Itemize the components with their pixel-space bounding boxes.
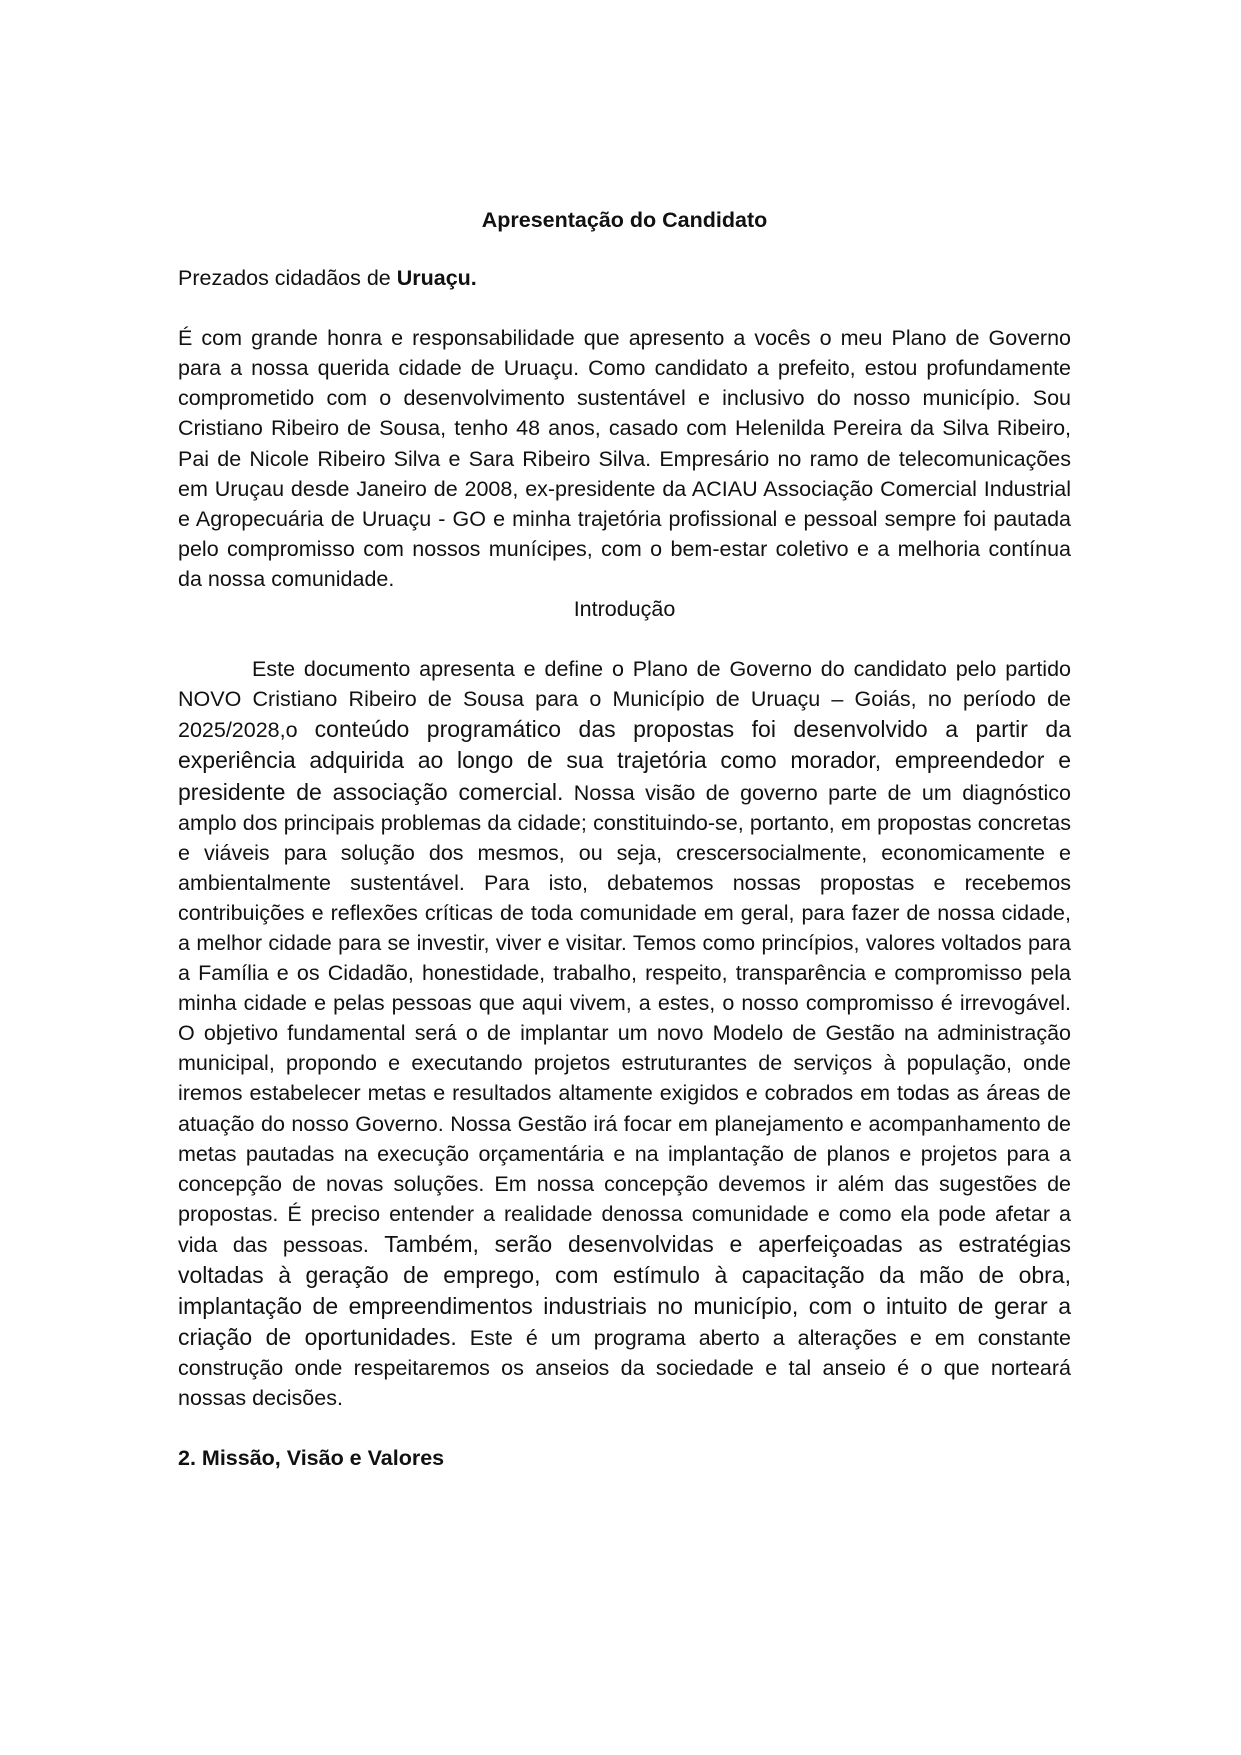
salutation-prefix: Prezados cidadãos de [178, 266, 397, 291]
salutation [178, 263, 1071, 293]
document-page [178, 205, 1071, 1474]
intro-text-part-c: Nossa visão de governo parte de um diagnóstico amplo dos principais problemas da cidade; constituindo-se, portanto, em propostas concretas e viáveis para solução dos mesmos, ou seja, crescersocialmente, economicamente e ambientalmente sustentável. Para isto, debatemos nossas propostas e recebemos contribuições e reflexões críticas de toda comunidade em geral, para fazer de nossa cidade, a melhor cidade para se investir, viver e visitar. Temos como princípios, valores voltados para a Família e os Cidadão, honestidade, trabalho, respeito, transparência e compromisso pela minha cidade e pelas pessoas que aqui vivem, a estes, o nosso compromisso é irrevogável. O objetivo fundamental será o de implantar um novo Modelo de Gestão na administração municipal, propondo e executando projetos estruturantes de serviços à população, onde iremos estabelecer metas e resultados altamente exigidos e cobrados em todas as áreas de atuação do nosso Governo. Nossa Gestão irá focar em planejamento e acompanhamento de metas pautadas na execução orçamentária e na implantação de planos e projetos para a concepção de novas soluções. Em nossa concepção devemos ir além das sugestões de propostas. É preciso entender a realidade denossa comunidade e como ela pode afetar a vida das pessoas. [178, 780, 1071, 1257]
intro-text-part-d: Também, serão desenvolvidas e aperfeiçoadas as estratégias voltadas à geração de emprego, com estímulo à capacitação da mão de obra, implantação de empreendimentos industriais no município, com o intuito de gerar a criação de oportunidades. [178, 1230, 1071, 1351]
introduction-paragraph [178, 654, 1071, 1413]
introduction-title: Introdução [573, 597, 676, 622]
intro-text-part-b: conteúdo programático das propostas foi desenvolvido a partir da experiência adquirida ao longo de sua trajetória como morador, empreendedor e presidente de associação comercial. [178, 716, 1071, 805]
section-2-title: 2. Missão, Visão e Valores [178, 1446, 445, 1471]
candidate-presentation-paragraph: É com grande honra e responsabilidade que apresento a vocês o meu Plano de Governo para a nossa querida cidade de Uruaçu. Como candidato a prefeito, estou profundamente comprometido com o desenvolvimento sustentável e inclusivo do nosso município. Sou Cristiano Ribeiro de Sousa, tenho 48 anos, casado com Helenilda Pereira da Silva Ribeiro, Pai de Nicole Ribeiro Silva e Sara Ribeiro Silva. Empresário no ramo de telecomunicações em Uruçau desde Janeiro de 2008, ex-presidente da ACIAU Associação Comercial Industrial e Agropecuária de Uruaçu - GO e minha trajetória profissional e pessoal sempre foi pautada pelo compromisso com nossos munícipes, com o bem-estar coletivo e a melhoria contínua da nossa comunidade. [178, 326, 1071, 591]
intro-text-part-e: Este é um programa aberto a alterações e em constante construção onde respeitaremos os anseios da sociedade e tal anseio é o que norteará nossas decisões. [178, 1326, 1071, 1411]
salutation-city: Uruaçu. [396, 266, 477, 291]
document-title: Apresentação do Candidato [481, 208, 768, 232]
intro-text-part-a: Este documento apresenta e define o Plano de Governo do candidato pelo partido NOVO Cristiano Ribeiro de Sousa para o Município de Uruaçu – Goiás, no período de 2025/2028,o [178, 657, 1071, 743]
